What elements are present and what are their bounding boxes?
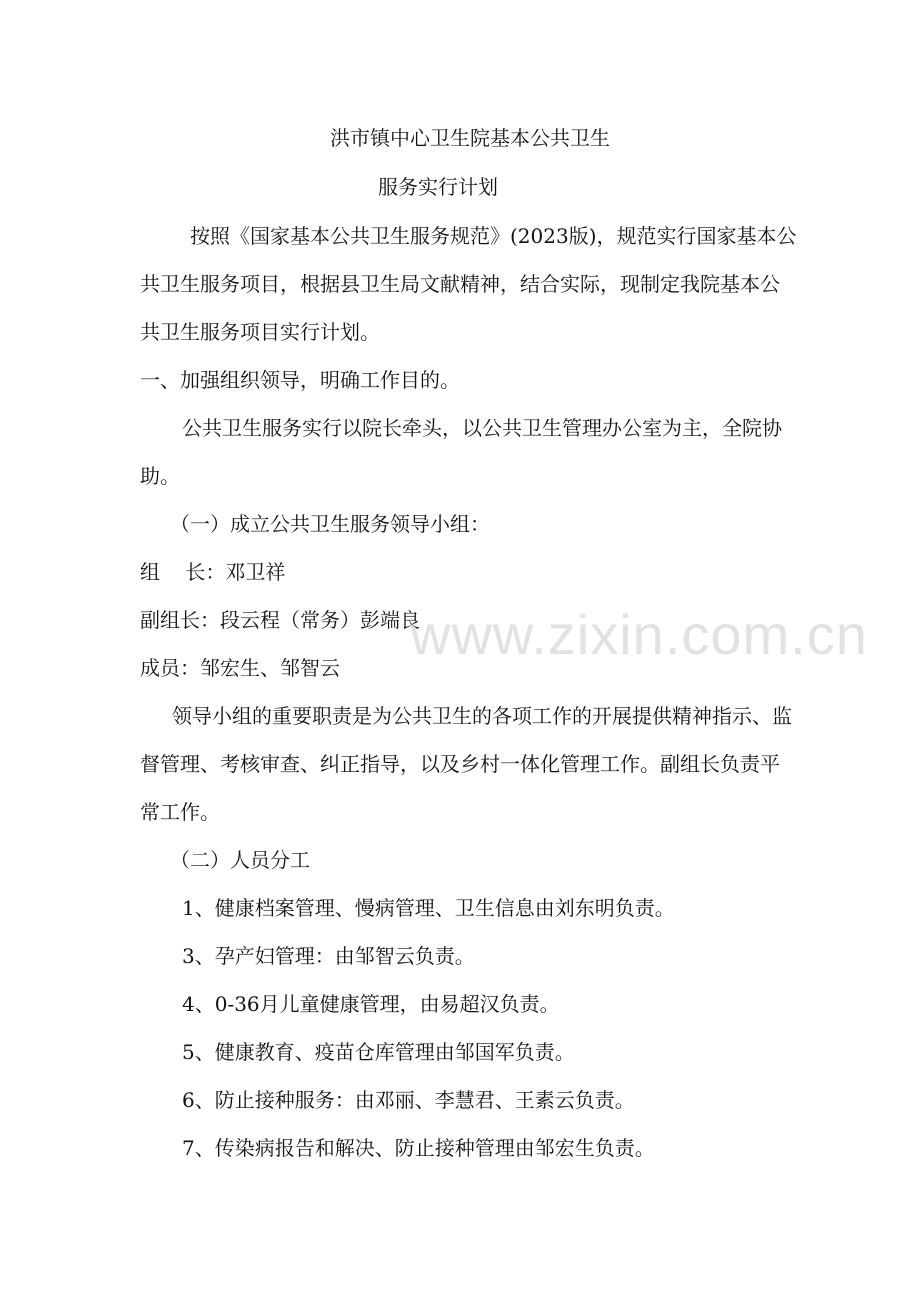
assignment-item: 4、0-36月儿童健康管理，由易超汉负责。 bbox=[182, 992, 560, 1016]
document-title-line1: 洪市镇中心卫生院基本公共卫生 bbox=[330, 126, 610, 150]
assignment-item: 7、传染病报告和解决、防止接种管理由邹宏生负责。 bbox=[182, 1136, 655, 1160]
subsection1-heading: （一）成立公共卫生服务领导小组： bbox=[170, 512, 490, 536]
duties-line-2: 督管理、考核审查、纠正指导，以及乡村一体化管理工作。副组长负责平 bbox=[140, 752, 780, 776]
member-deputy: 副组长：段云程（常务）彭端良 bbox=[140, 608, 420, 632]
section1-para-line-2: 助。 bbox=[140, 464, 180, 488]
assignment-item: 6、防止接种服务：由邓丽、李慧君、王素云负责。 bbox=[182, 1088, 635, 1112]
document-title-line2: 服务实行计划 bbox=[378, 175, 498, 199]
assignment-item: 5、健康教育、疫苗仓库管理由邹国军负责。 bbox=[182, 1040, 575, 1064]
member-others: 成员：邹宏生、邹智云 bbox=[140, 656, 340, 680]
intro-line-1: 按照《国家基本公共卫生服务规范》(2023版)，规范实行国家基本公 bbox=[190, 224, 797, 248]
intro-line-3: 共卫生服务项目实行计划。 bbox=[140, 320, 380, 344]
assignment-item: 3、孕产妇管理：由邹智云负责。 bbox=[182, 944, 475, 968]
watermark-text: www.zixin.com.cn bbox=[410, 603, 868, 666]
duties-line-1: 领导小组的重要职责是为公共卫生的各项工作的开展提供精神指示、监 bbox=[172, 704, 792, 728]
assignment-item: 1、健康档案管理、慢病管理、卫生信息由刘东明负责。 bbox=[182, 896, 675, 920]
intro-line-2: 共卫生服务项目，根据县卫生局文献精神，结合实际，现制定我院基本公 bbox=[140, 272, 780, 296]
member-leader: 组 长：邓卫祥 bbox=[140, 560, 286, 584]
duties-line-3: 常工作。 bbox=[140, 800, 220, 824]
subsection2-heading: （二）人员分工 bbox=[170, 848, 310, 872]
section1-heading: 一、加强组织领导，明确工作目的。 bbox=[140, 368, 460, 392]
section1-para-line-1: 公共卫生服务实行以院长牵头，以公共卫生管理办公室为主，全院协 bbox=[182, 416, 782, 440]
